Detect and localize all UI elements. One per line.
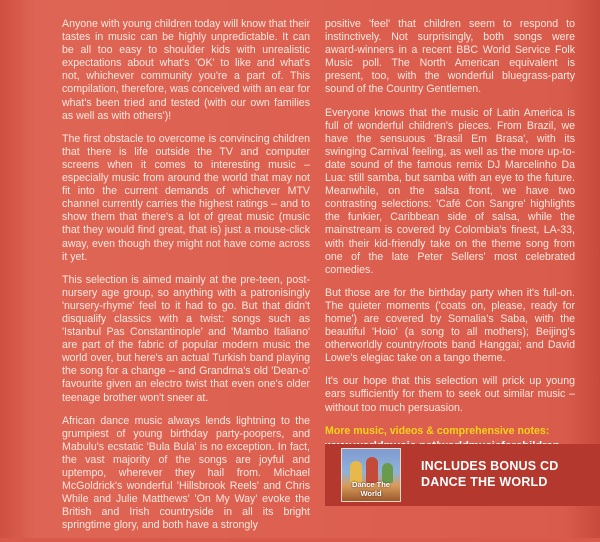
paragraph-quieter-moments: But those are for the birthday party when it's full-on. The quieter moments ('coats on, please, ready for home') are covered by Somalia's Saba, with the beautiful 'Hoio' (a song to all mothers); Beijing's otherworldly country/roots band Hanggai; and David Lowe's elegiac take on a tango theme. (325, 286, 575, 365)
paragraph-selection-aim: This selection is aimed mainly at the pre-teen, post-nursery age group, so anything with a patronisingly 'nursery-rhyme' feel to it had to go. But that didn't disqualify classics with a twist: songs such as 'Istanbul Pas Constantinople' and 'Mambo Italiano' are part of the fabric of popular modern music the world over, but here's an actual Turkish band playing the song for a change – and Grandma's old 'Dean-o' favourite given an electro twist that even one's older teenage brother won't sneer at. (62, 273, 310, 404)
bonus-cd-line2: DANCE THE WORLD (421, 475, 548, 489)
bonus-cd-thumbnail (341, 448, 401, 502)
left-column (62, 18, 310, 542)
paragraph-latin-america: Everyone knows that the music of Latin America is full of wonderful children's pieces. From Brazil, we have the sensuous 'Brasil Em Brasa', with its swinging Carnival feeling, as well as the more up-to-date sound of the famous remix DJ Marcelinho Da Lua: still samba, but samba with an eye to the future. Meanwhile, on the salsa front, we have two contrasting selections: 'Café Con Sangre' highlights the funkier, Caribbean side of salsa, while the mainstream is covered by Colombia's finest, LA-33, with their kid-friendly take on the theme song from one of the late Peter Sellers' most celebrated comedies. (325, 106, 575, 276)
bonus-cd-line1: INCLUDES BONUS CD (421, 459, 559, 473)
paragraph-positive-feel: positive 'feel' that children seem to respond to instinctively. Not surprisingly, both songs were award-winners in a recent BBC World Service Folk Music poll. The North American equivalent is present, too, with the wonderful bluegrass-party sound of the Country Gentlemen. (325, 18, 575, 96)
more-info-label: More music, videos & comprehensive notes: (325, 424, 550, 437)
bonus-cd-text (421, 458, 558, 490)
paragraph-hope: It's our hope that this selection will prick up young ears sufficiently for them to seek out similar music – without too much persuasion. (325, 375, 575, 414)
right-column (325, 18, 575, 453)
paragraph-intro: Anyone with young children today will know that their tastes in music can be highly unpredictable. It can be all too easy to shoulder kids with unrealistic expectations about what's 'OK' to like and what's not, whichever community you're a part of. This compilation, therefore, was conceived with an ear for what's been tried and tested (with our own families as well as with others')! (62, 18, 310, 122)
thumbnail-caption: Dance The World (352, 480, 390, 498)
paragraph-first-obstacle: The first obstacle to overcome is convincing children that there is life outside the TV and computer screens when it comes to interesting music – especially music from around the world that may not fit into the current demands of whichever MTV channel currently carries the highest ratings – and to show them that there's a lot of great music (music that they would find great, that is) just a mouse-click away, even though they might not have come across it yet. (62, 132, 310, 263)
paragraph-african-dance: African dance music always lends lightning to the grumpiest of young birthday party-poopers, and Mabulu's ecstatic 'Bula Bula' is no exception. In fact, the vast majority of the songs are joyful and uptempo, wherever they hail from. Michael McGoldrick's wonderful 'Hillsbrook Reels' and Chris While and Julie Matthews' 'On My Way' evoke the British and Irish countryside in all its bright springtime glory, and both have a strongly (62, 414, 310, 532)
bonus-cd-banner (325, 444, 600, 506)
